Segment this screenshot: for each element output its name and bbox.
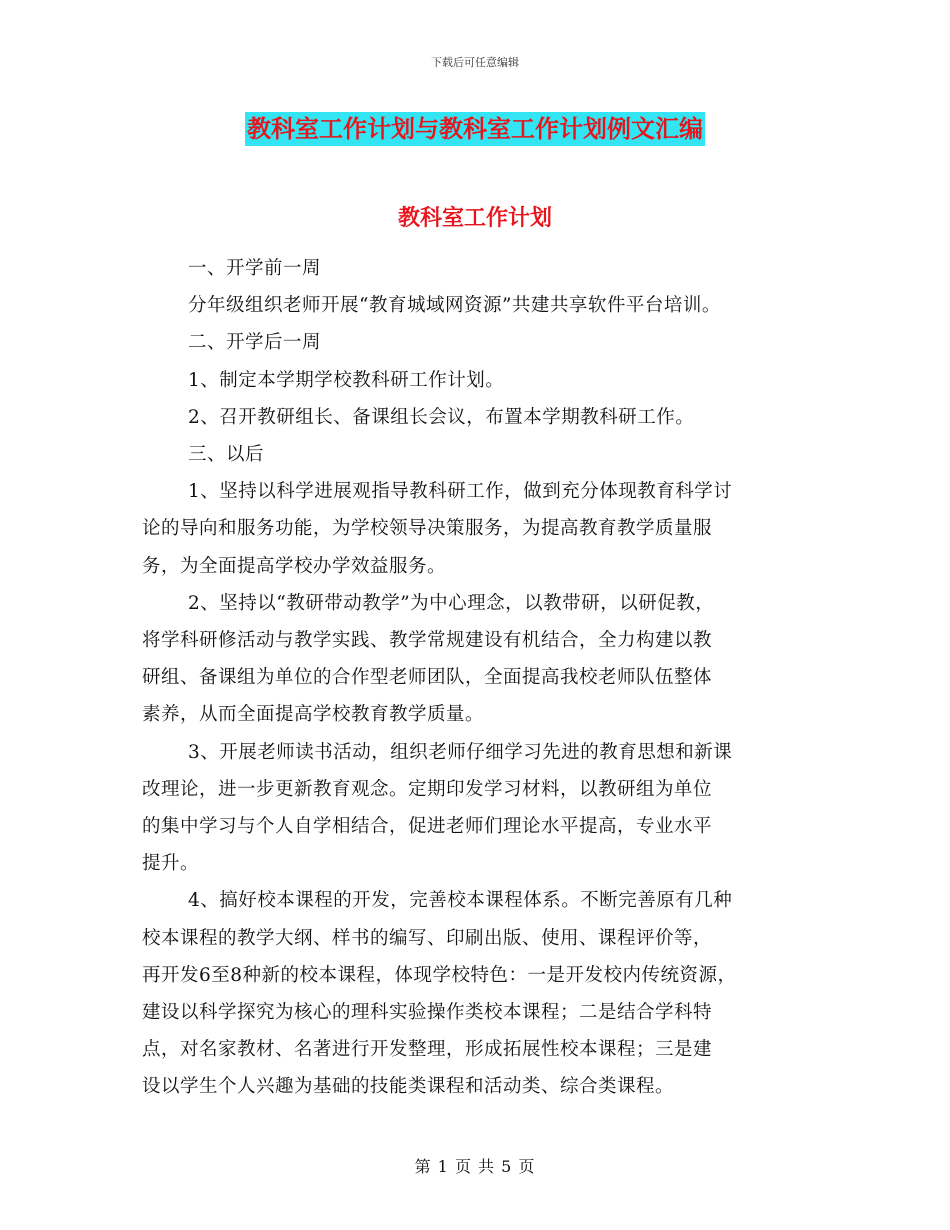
paragraph-line: 素养，从而全面提高学校教育教学质量。: [142, 704, 485, 726]
document-body: [142, 250, 812, 1106]
paragraph-line: 的集中学习与个人自学相结合，促进老师们理论水平提高，专业水平: [142, 816, 713, 838]
page-footer: 第 1 页 共 5 页: [414, 1157, 536, 1176]
paragraph-line: 4、搞好校本课程的开发，完善校本课程体系。不断完善原有几种: [188, 890, 733, 912]
paragraph-line: 将学科研修活动与教学实践、教学常规建设有机结合，全力构建以教: [142, 630, 713, 652]
paragraph-line: 研组、备课组为单位的合作型老师团队，全面提高我校老师队伍整体: [142, 667, 713, 689]
paragraph-line: 改理论，进一步更新教育观念。定期印发学习材料，以教研组为单位: [142, 778, 713, 800]
paragraph-line: 一、开学前一周: [188, 258, 322, 279]
paragraph-line: 再开发6至8种新的校本课程，体现学校特色：一是开发校内传统资源，: [142, 964, 737, 986]
paragraph-line: 1、制定本学期学校教科研工作计划。: [188, 369, 505, 391]
paragraph-line: 分年级组织老师开展“教育城域网资源”共建共享软件平台培训。: [188, 295, 721, 317]
paragraph-line: 1、坚持以科学进展观指导教科研工作，做到充分体现教育科学讨: [188, 481, 733, 503]
paragraph-line: 2、召开教研组长、备课组长会议，布置本学期教科研工作。: [188, 406, 695, 428]
paragraph-line: 提升。: [142, 853, 200, 875]
paragraph-line: 2、坚持以“教研带动教学”为中心理念，以教带研，以研促教，: [188, 592, 715, 614]
main-title: 教科室工作计划与教科室工作计划例文汇编: [245, 112, 705, 146]
paragraph-line: 二、开学后一周: [188, 332, 322, 354]
paragraph-line: 务，为全面提高学校办学效益服务。: [142, 555, 447, 577]
paragraph-line: 三、以后: [188, 444, 265, 466]
paragraph-line: 设以学生个人兴趣为基础的技能类课程和活动类、综合类课程。: [142, 1076, 675, 1098]
paragraph-line: 点，对名家教材、名著进行开发整理，形成拓展性校本课程；三是建: [142, 1039, 713, 1061]
paragraph-line: 论的导向和服务功能，为学校领导决策服务，为提高教育教学质量服: [142, 518, 713, 540]
header-note: 下载后可任意编辑: [431, 56, 519, 69]
paragraph-line: 建设以科学探究为核心的理科实验操作类校本课程；二是结合学科特: [142, 1002, 713, 1024]
paragraph-line: 校本课程的教学大纲、样书的编写、印刷出版、使用、课程评价等，: [142, 927, 713, 949]
main-title-wrap: [0, 112, 950, 146]
paragraph-line: 3、开展老师读书活动，组织老师仔细学习先进的教育思想和新课: [188, 741, 733, 763]
section-title: 教科室工作计划: [397, 205, 552, 231]
